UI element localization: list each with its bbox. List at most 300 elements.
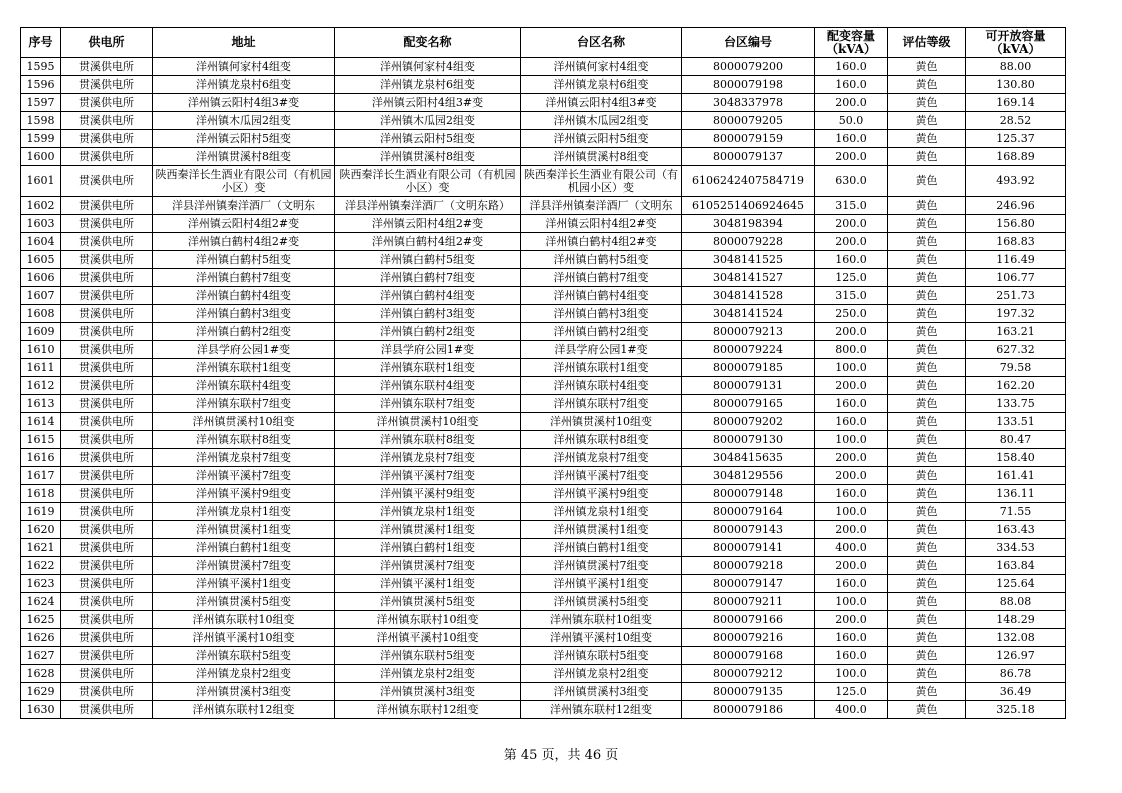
cell-capacity: 160.0 — [815, 413, 888, 431]
table-row — [21, 449, 1066, 467]
table-row — [21, 521, 1066, 539]
cell-transformer: 洋州镇白鹤村4组2#变 — [335, 233, 521, 251]
cell-seq: 1611 — [21, 359, 61, 377]
table-row — [21, 413, 1066, 431]
cell-capacity: 200.0 — [815, 557, 888, 575]
cell-area-code: 8000079224 — [682, 341, 815, 359]
cell-station: 贯溪供电所 — [61, 485, 153, 503]
cell-seq: 1624 — [21, 593, 61, 611]
cell-area-code: 8000079186 — [682, 701, 815, 719]
cell-open-capacity: 251.73 — [966, 287, 1066, 305]
cell-area-code: 3048141524 — [682, 305, 815, 323]
cell-area: 洋州镇东联村10组变 — [521, 611, 682, 629]
cell-grade: 黄色 — [888, 647, 966, 665]
cell-capacity: 50.0 — [815, 112, 888, 130]
cell-address: 洋州镇平溪村10组变 — [153, 629, 335, 647]
cell-area-code: 6106242407584719 — [682, 166, 815, 197]
table-row — [21, 287, 1066, 305]
cell-seq: 1615 — [21, 431, 61, 449]
cell-seq: 1628 — [21, 665, 61, 683]
cell-transformer: 洋州镇龙泉村1组变 — [335, 503, 521, 521]
cell-seq: 1601 — [21, 166, 61, 197]
cell-area: 洋州镇白鹤村4组变 — [521, 287, 682, 305]
cell-station: 贯溪供电所 — [61, 665, 153, 683]
cell-area-code: 3048415635 — [682, 449, 815, 467]
cell-grade: 黄色 — [888, 431, 966, 449]
cell-station: 贯溪供电所 — [61, 395, 153, 413]
cell-transformer: 洋州镇东联村12组变 — [335, 701, 521, 719]
cell-address: 洋州镇平溪村7组变 — [153, 467, 335, 485]
cell-area: 洋州镇白鹤村4组2#变 — [521, 233, 682, 251]
cell-grade: 黄色 — [888, 593, 966, 611]
table-body — [21, 58, 1066, 719]
cell-address: 洋州镇白鹤村4组2#变 — [153, 233, 335, 251]
cell-seq: 1604 — [21, 233, 61, 251]
cell-address: 洋州镇云阳村5组变 — [153, 130, 335, 148]
cell-station: 贯溪供电所 — [61, 215, 153, 233]
cell-capacity: 100.0 — [815, 431, 888, 449]
table-row — [21, 251, 1066, 269]
header-transformer: 配变名称 — [335, 28, 521, 58]
cell-open-capacity: 334.53 — [966, 539, 1066, 557]
cell-grade: 黄色 — [888, 629, 966, 647]
cell-transformer: 洋州镇东联村7组变 — [335, 395, 521, 413]
cell-capacity: 160.0 — [815, 647, 888, 665]
cell-capacity: 160.0 — [815, 395, 888, 413]
cell-capacity: 200.0 — [815, 521, 888, 539]
cell-capacity: 100.0 — [815, 359, 888, 377]
cell-grade: 黄色 — [888, 112, 966, 130]
cell-area: 洋州镇贯溪村5组变 — [521, 593, 682, 611]
cell-seq: 1602 — [21, 197, 61, 215]
cell-grade: 黄色 — [888, 341, 966, 359]
cell-transformer: 洋县学府公园1#变 — [335, 341, 521, 359]
cell-seq: 1618 — [21, 485, 61, 503]
table-row — [21, 593, 1066, 611]
cell-capacity: 200.0 — [815, 467, 888, 485]
cell-grade: 黄色 — [888, 269, 966, 287]
cell-area: 洋县洋州镇秦洋酒厂（文明东 — [521, 197, 682, 215]
cell-area: 陕西秦洋长生酒业有限公司（有机园小区）变 — [521, 166, 682, 197]
cell-address: 陕西秦洋长生酒业有限公司（有机园小区）变 — [153, 166, 335, 197]
cell-open-capacity: 493.92 — [966, 166, 1066, 197]
cell-transformer: 洋州镇龙泉村6组变 — [335, 76, 521, 94]
cell-transformer: 洋州镇东联村8组变 — [335, 431, 521, 449]
cell-area: 洋州镇白鹤村2组变 — [521, 323, 682, 341]
cell-area-code: 8000079212 — [682, 665, 815, 683]
header-capacity-label: 配变容量 — [826, 28, 875, 43]
cell-station: 贯溪供电所 — [61, 112, 153, 130]
cell-capacity: 160.0 — [815, 485, 888, 503]
cell-address: 洋州镇贯溪村8组变 — [153, 148, 335, 166]
cell-open-capacity: 197.32 — [966, 305, 1066, 323]
cell-area-code: 8000079147 — [682, 575, 815, 593]
cell-transformer: 洋州镇白鹤村5组变 — [335, 251, 521, 269]
cell-area-code: 3048141527 — [682, 269, 815, 287]
cell-station: 贯溪供电所 — [61, 130, 153, 148]
cell-grade: 黄色 — [888, 521, 966, 539]
cell-area: 洋州镇贯溪村10组变 — [521, 413, 682, 431]
cell-transformer: 洋州镇平溪村10组变 — [335, 629, 521, 647]
header-row — [21, 28, 1066, 58]
cell-open-capacity: 36.49 — [966, 683, 1066, 701]
table-row — [21, 539, 1066, 557]
table-row — [21, 215, 1066, 233]
cell-address: 洋州镇龙泉村7组变 — [153, 449, 335, 467]
cell-capacity: 200.0 — [815, 148, 888, 166]
table-row — [21, 323, 1066, 341]
table-row — [21, 665, 1066, 683]
cell-grade: 黄色 — [888, 359, 966, 377]
cell-station: 贯溪供电所 — [61, 449, 153, 467]
cell-capacity: 200.0 — [815, 377, 888, 395]
cell-transformer: 洋州镇白鹤村1组变 — [335, 539, 521, 557]
cell-address: 洋州镇东联村4组变 — [153, 377, 335, 395]
cell-grade: 黄色 — [888, 58, 966, 76]
cell-open-capacity: 132.08 — [966, 629, 1066, 647]
cell-area: 洋州镇东联村8组变 — [521, 431, 682, 449]
cell-area: 洋州镇贯溪村1组变 — [521, 521, 682, 539]
table-row — [21, 58, 1066, 76]
cell-area-code: 8000079198 — [682, 76, 815, 94]
cell-open-capacity: 163.84 — [966, 557, 1066, 575]
cell-area: 洋州镇白鹤村5组变 — [521, 251, 682, 269]
cell-transformer: 洋州镇东联村4组变 — [335, 377, 521, 395]
cell-station: 贯溪供电所 — [61, 629, 153, 647]
cell-grade: 黄色 — [888, 323, 966, 341]
cell-open-capacity: 169.14 — [966, 94, 1066, 112]
cell-grade: 黄色 — [888, 287, 966, 305]
cell-transformer: 洋州镇平溪村7组变 — [335, 467, 521, 485]
cell-open-capacity: 71.55 — [966, 503, 1066, 521]
cell-open-capacity: 133.75 — [966, 395, 1066, 413]
cell-open-capacity: 130.80 — [966, 76, 1066, 94]
cell-capacity: 400.0 — [815, 701, 888, 719]
cell-station: 贯溪供电所 — [61, 467, 153, 485]
cell-grade: 黄色 — [888, 683, 966, 701]
cell-transformer: 洋州镇龙泉村2组变 — [335, 665, 521, 683]
cell-area: 洋州镇木瓜园2组变 — [521, 112, 682, 130]
cell-transformer: 洋州镇木瓜园2组变 — [335, 112, 521, 130]
cell-area: 洋州镇龙泉村2组变 — [521, 665, 682, 683]
cell-open-capacity: 88.00 — [966, 58, 1066, 76]
cell-open-capacity: 156.80 — [966, 215, 1066, 233]
cell-open-capacity: 162.20 — [966, 377, 1066, 395]
cell-area: 洋州镇龙泉村1组变 — [521, 503, 682, 521]
cell-transformer: 洋州镇贯溪村1组变 — [335, 521, 521, 539]
cell-area: 洋州镇平溪村7组变 — [521, 467, 682, 485]
cell-grade: 黄色 — [888, 377, 966, 395]
cell-grade: 黄色 — [888, 197, 966, 215]
table-row — [21, 305, 1066, 323]
cell-station: 贯溪供电所 — [61, 94, 153, 112]
cell-area: 洋州镇贯溪村7组变 — [521, 557, 682, 575]
cell-address: 洋州镇白鹤村2组变 — [153, 323, 335, 341]
table-row — [21, 341, 1066, 359]
header-open-capacity-unit: （kVA） — [990, 41, 1041, 56]
cell-address: 洋州镇龙泉村2组变 — [153, 665, 335, 683]
cell-capacity: 200.0 — [815, 611, 888, 629]
cell-seq: 1629 — [21, 683, 61, 701]
cell-area-code: 8000079137 — [682, 148, 815, 166]
table-row — [21, 629, 1066, 647]
cell-address: 洋州镇龙泉村6组变 — [153, 76, 335, 94]
cell-seq: 1600 — [21, 148, 61, 166]
cell-seq: 1626 — [21, 629, 61, 647]
table-row — [21, 76, 1066, 94]
cell-transformer: 洋州镇平溪村1组变 — [335, 575, 521, 593]
cell-seq: 1619 — [21, 503, 61, 521]
cell-area-code: 8000079143 — [682, 521, 815, 539]
cell-address: 洋州镇云阳村4组2#变 — [153, 215, 335, 233]
cell-station: 贯溪供电所 — [61, 197, 153, 215]
cell-grade: 黄色 — [888, 575, 966, 593]
header-station: 供电所 — [61, 28, 153, 58]
page-number: 第 45 页，共 46 页 — [503, 748, 619, 763]
cell-area: 洋州镇何家村4组变 — [521, 58, 682, 76]
table-row — [21, 485, 1066, 503]
cell-grade: 黄色 — [888, 395, 966, 413]
cell-area: 洋县学府公园1#变 — [521, 341, 682, 359]
cell-area-code: 3048337978 — [682, 94, 815, 112]
cell-grade: 黄色 — [888, 701, 966, 719]
cell-capacity: 200.0 — [815, 94, 888, 112]
cell-open-capacity: 168.83 — [966, 233, 1066, 251]
cell-grade: 黄色 — [888, 94, 966, 112]
cell-seq: 1606 — [21, 269, 61, 287]
cell-station: 贯溪供电所 — [61, 58, 153, 76]
cell-station: 贯溪供电所 — [61, 557, 153, 575]
table-row — [21, 503, 1066, 521]
header-open-capacity — [966, 28, 1066, 58]
cell-capacity: 100.0 — [815, 503, 888, 521]
cell-capacity: 100.0 — [815, 665, 888, 683]
table-row — [21, 94, 1066, 112]
cell-transformer: 洋州镇东联村5组变 — [335, 647, 521, 665]
cell-seq: 1614 — [21, 413, 61, 431]
cell-transformer: 洋州镇白鹤村7组变 — [335, 269, 521, 287]
cell-open-capacity: 148.29 — [966, 611, 1066, 629]
table-row — [21, 575, 1066, 593]
cell-grade: 黄色 — [888, 557, 966, 575]
cell-address: 洋州镇贯溪村10组变 — [153, 413, 335, 431]
cell-seq: 1630 — [21, 701, 61, 719]
cell-open-capacity: 325.18 — [966, 701, 1066, 719]
table-row — [21, 683, 1066, 701]
cell-area-code: 8000079228 — [682, 233, 815, 251]
cell-station: 贯溪供电所 — [61, 341, 153, 359]
cell-open-capacity: 133.51 — [966, 413, 1066, 431]
cell-area-code: 3048141525 — [682, 251, 815, 269]
cell-area-code: 8000079216 — [682, 629, 815, 647]
cell-area: 洋州镇平溪村9组变 — [521, 485, 682, 503]
cell-seq: 1603 — [21, 215, 61, 233]
cell-area-code: 8000079213 — [682, 323, 815, 341]
cell-area: 洋州镇龙泉村7组变 — [521, 449, 682, 467]
cell-capacity: 315.0 — [815, 197, 888, 215]
header-address: 地址 — [153, 28, 335, 58]
cell-capacity: 400.0 — [815, 539, 888, 557]
header-capacity — [815, 28, 888, 58]
cell-area: 洋州镇贯溪村3组变 — [521, 683, 682, 701]
cell-seq: 1610 — [21, 341, 61, 359]
cell-seq: 1605 — [21, 251, 61, 269]
cell-area: 洋州镇云阳村5组变 — [521, 130, 682, 148]
capacity-table — [20, 27, 1066, 719]
table-row — [21, 395, 1066, 413]
cell-station: 贯溪供电所 — [61, 359, 153, 377]
cell-seq: 1608 — [21, 305, 61, 323]
cell-grade: 黄色 — [888, 76, 966, 94]
cell-grade: 黄色 — [888, 503, 966, 521]
cell-address: 洋州镇白鹤村3组变 — [153, 305, 335, 323]
cell-transformer: 洋州镇云阳村4组3#变 — [335, 94, 521, 112]
cell-seq: 1607 — [21, 287, 61, 305]
cell-open-capacity: 116.49 — [966, 251, 1066, 269]
cell-capacity: 630.0 — [815, 166, 888, 197]
cell-area: 洋州镇贯溪村8组变 — [521, 148, 682, 166]
cell-area: 洋州镇龙泉村6组变 — [521, 76, 682, 94]
table-row — [21, 166, 1066, 197]
table-header — [21, 28, 1066, 58]
cell-station: 贯溪供电所 — [61, 521, 153, 539]
header-grade: 评估等级 — [888, 28, 966, 58]
cell-capacity: 160.0 — [815, 629, 888, 647]
cell-seq: 1627 — [21, 647, 61, 665]
cell-capacity: 200.0 — [815, 449, 888, 467]
cell-seq: 1599 — [21, 130, 61, 148]
cell-area-code: 8000079211 — [682, 593, 815, 611]
table-row — [21, 233, 1066, 251]
table-row — [21, 359, 1066, 377]
cell-seq: 1613 — [21, 395, 61, 413]
cell-capacity: 160.0 — [815, 251, 888, 269]
cell-station: 贯溪供电所 — [61, 287, 153, 305]
cell-transformer: 洋州镇平溪村9组变 — [335, 485, 521, 503]
cell-area-code: 8000079159 — [682, 130, 815, 148]
cell-station: 贯溪供电所 — [61, 503, 153, 521]
header-area-code: 台区编号 — [682, 28, 815, 58]
cell-grade: 黄色 — [888, 233, 966, 251]
cell-grade: 黄色 — [888, 665, 966, 683]
table-row — [21, 269, 1066, 287]
cell-capacity: 200.0 — [815, 233, 888, 251]
cell-area: 洋州镇东联村7组变 — [521, 395, 682, 413]
capacity-table-container — [20, 27, 1065, 719]
table-row — [21, 467, 1066, 485]
cell-seq: 1625 — [21, 611, 61, 629]
table-row — [21, 197, 1066, 215]
cell-area-code: 3048129556 — [682, 467, 815, 485]
cell-station: 贯溪供电所 — [61, 575, 153, 593]
cell-open-capacity: 125.37 — [966, 130, 1066, 148]
cell-area-code: 8000079205 — [682, 112, 815, 130]
cell-grade: 黄色 — [888, 539, 966, 557]
cell-area: 洋州镇东联村1组变 — [521, 359, 682, 377]
cell-station: 贯溪供电所 — [61, 539, 153, 557]
cell-grade: 黄色 — [888, 251, 966, 269]
cell-address: 洋州镇东联村8组变 — [153, 431, 335, 449]
cell-area: 洋州镇平溪村10组变 — [521, 629, 682, 647]
cell-area-code: 8000079148 — [682, 485, 815, 503]
cell-capacity: 160.0 — [815, 130, 888, 148]
cell-seq: 1596 — [21, 76, 61, 94]
cell-station: 贯溪供电所 — [61, 269, 153, 287]
cell-transformer: 洋州镇贯溪村8组变 — [335, 148, 521, 166]
cell-address: 洋州镇白鹤村1组变 — [153, 539, 335, 557]
cell-seq: 1620 — [21, 521, 61, 539]
cell-area: 洋州镇东联村5组变 — [521, 647, 682, 665]
cell-address: 洋县学府公园1#变 — [153, 341, 335, 359]
cell-station: 贯溪供电所 — [61, 251, 153, 269]
cell-station: 贯溪供电所 — [61, 611, 153, 629]
header-area: 台区名称 — [521, 28, 682, 58]
cell-grade: 黄色 — [888, 449, 966, 467]
cell-area-code: 3048198394 — [682, 215, 815, 233]
cell-area-code: 8000079218 — [682, 557, 815, 575]
cell-transformer: 洋州镇贯溪村7组变 — [335, 557, 521, 575]
cell-seq: 1597 — [21, 94, 61, 112]
cell-address: 洋州镇东联村12组变 — [153, 701, 335, 719]
cell-address: 洋州镇龙泉村1组变 — [153, 503, 335, 521]
table-row — [21, 112, 1066, 130]
cell-address: 洋州镇东联村7组变 — [153, 395, 335, 413]
cell-open-capacity: 136.11 — [966, 485, 1066, 503]
table-row — [21, 148, 1066, 166]
cell-address: 洋州镇贯溪村3组变 — [153, 683, 335, 701]
cell-address: 洋州镇白鹤村5组变 — [153, 251, 335, 269]
cell-grade: 黄色 — [888, 305, 966, 323]
cell-capacity: 800.0 — [815, 341, 888, 359]
table-row — [21, 377, 1066, 395]
cell-area-code: 8000079131 — [682, 377, 815, 395]
table-row — [21, 647, 1066, 665]
cell-capacity: 100.0 — [815, 593, 888, 611]
cell-address: 洋州镇平溪村1组变 — [153, 575, 335, 593]
cell-grade: 黄色 — [888, 148, 966, 166]
cell-open-capacity: 106.77 — [966, 269, 1066, 287]
cell-area-code: 8000079200 — [682, 58, 815, 76]
cell-area: 洋州镇云阳村4组3#变 — [521, 94, 682, 112]
table-row — [21, 611, 1066, 629]
cell-station: 贯溪供电所 — [61, 305, 153, 323]
cell-area: 洋州镇白鹤村3组变 — [521, 305, 682, 323]
cell-seq: 1598 — [21, 112, 61, 130]
cell-open-capacity: 80.47 — [966, 431, 1066, 449]
cell-transformer: 洋州镇贯溪村5组变 — [335, 593, 521, 611]
cell-address: 洋州镇东联村5组变 — [153, 647, 335, 665]
cell-station: 贯溪供电所 — [61, 701, 153, 719]
cell-address: 洋州镇东联村10组变 — [153, 611, 335, 629]
cell-station: 贯溪供电所 — [61, 593, 153, 611]
cell-grade: 黄色 — [888, 485, 966, 503]
cell-seq: 1621 — [21, 539, 61, 557]
cell-area-code: 8000079166 — [682, 611, 815, 629]
cell-grade: 黄色 — [888, 413, 966, 431]
cell-seq: 1617 — [21, 467, 61, 485]
cell-open-capacity: 161.41 — [966, 467, 1066, 485]
cell-open-capacity: 158.40 — [966, 449, 1066, 467]
cell-capacity: 125.0 — [815, 683, 888, 701]
cell-capacity: 125.0 — [815, 269, 888, 287]
cell-open-capacity: 79.58 — [966, 359, 1066, 377]
cell-transformer: 洋州镇白鹤村2组变 — [335, 323, 521, 341]
cell-transformer: 洋州镇东联村10组变 — [335, 611, 521, 629]
cell-station: 贯溪供电所 — [61, 233, 153, 251]
cell-capacity: 200.0 — [815, 323, 888, 341]
cell-address: 洋州镇何家村4组变 — [153, 58, 335, 76]
cell-grade: 黄色 — [888, 166, 966, 197]
